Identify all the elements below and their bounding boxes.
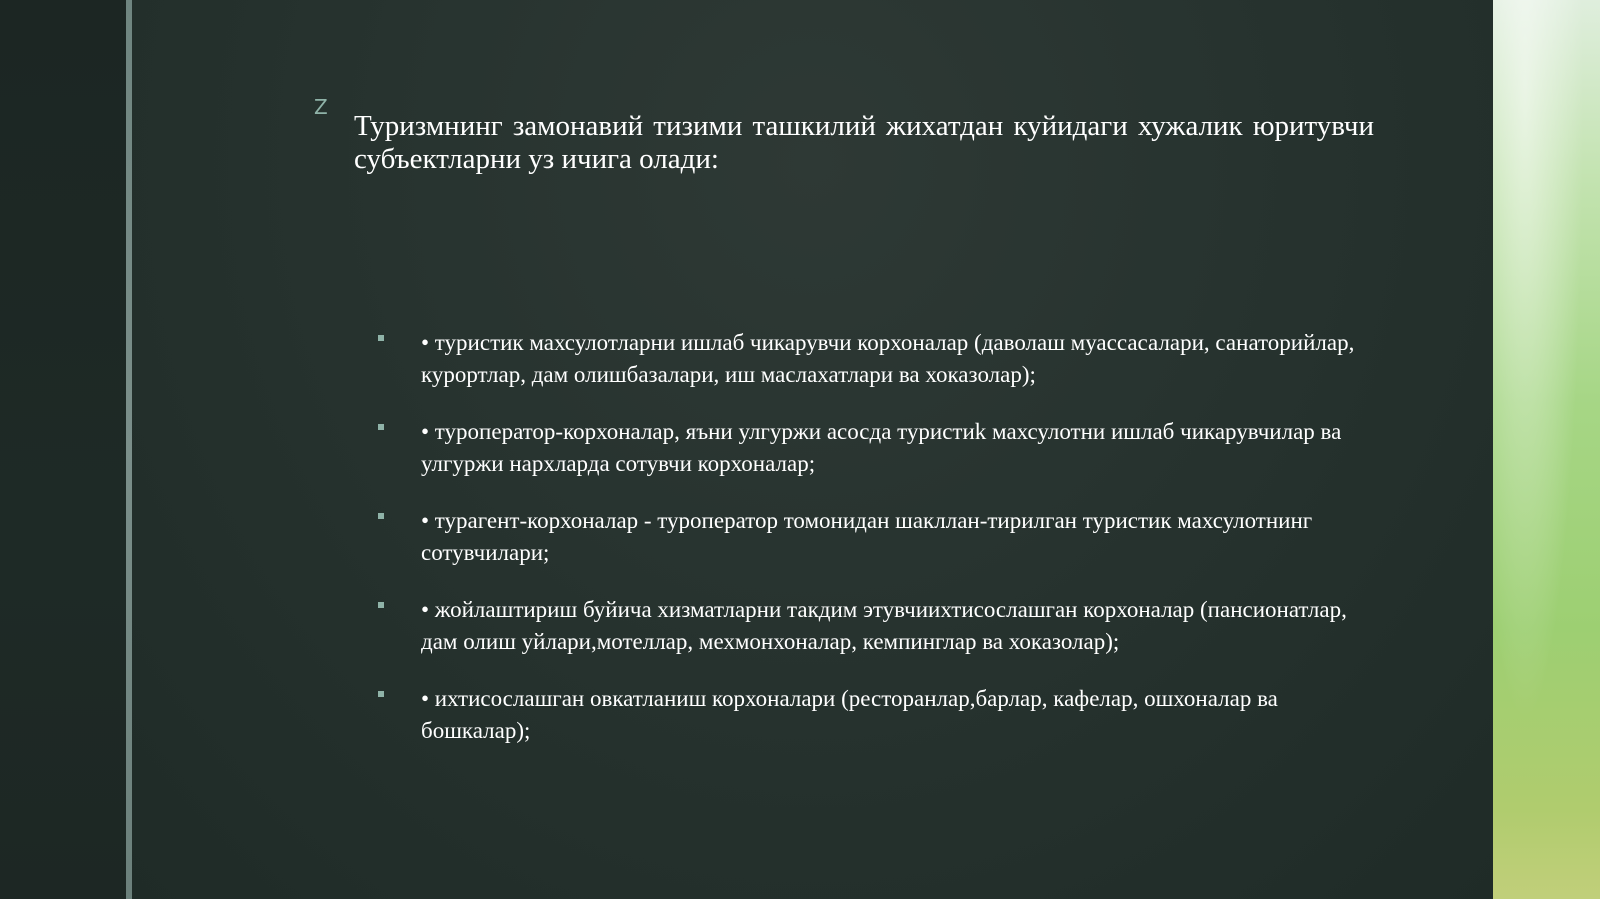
- z-logo-icon: Z: [314, 95, 328, 119]
- slide-title: Туризмнинг замонавий тизими ташкилий жихатдан куйидаги хужалик юритувчи субъектларни уз ичига олади:: [354, 110, 1374, 175]
- bullet-text: • туроператор-корхоналар, яъни улгуржи асосда туристиk махсулотни ишлаб чикарувчилар ва улгуржи нархларда сотувчи корхоналар;: [421, 419, 1342, 476]
- bullet-text: • ихтисослашган овкатланиш корхоналари (ресторанлар,барлар, кафелар, ошхоналар ва бошкалар);: [421, 686, 1278, 743]
- square-bullet-icon: [378, 424, 384, 430]
- bullet-text: • жойлаштириш буйича хизматларни такдим этувчиихтисослашган корхоналар (пансионатлар, дам олиш уйлари,мотеллар, мехмонхоналар, кемпинглар ва хоказолар);: [421, 597, 1347, 654]
- right-green-panel: [1493, 0, 1600, 899]
- bullet-text: • турагент-корхоналар - туроператор томонидан шакллан-тирилган туристик махсулотнинг сотувчилари;: [421, 508, 1313, 565]
- square-bullet-icon: [378, 335, 384, 341]
- bullet-item: [376, 594, 1366, 683]
- bullet-item: [376, 327, 1366, 416]
- bullet-text: • туристик махсулотларни ишлаб чикарувчи корхоналар (даволаш муассасалари, санаторийлар, курортлар, дам олишбазалари, иш маслахатлари ва хоказолар);: [421, 330, 1355, 387]
- bullet-item: [376, 683, 1366, 772]
- bullet-list: [376, 327, 1366, 772]
- bullet-item: [376, 416, 1366, 505]
- left-dark-band: [0, 0, 126, 899]
- square-bullet-icon: [378, 513, 384, 519]
- square-bullet-icon: [378, 602, 384, 608]
- square-bullet-icon: [378, 691, 384, 697]
- bullet-item: [376, 505, 1366, 594]
